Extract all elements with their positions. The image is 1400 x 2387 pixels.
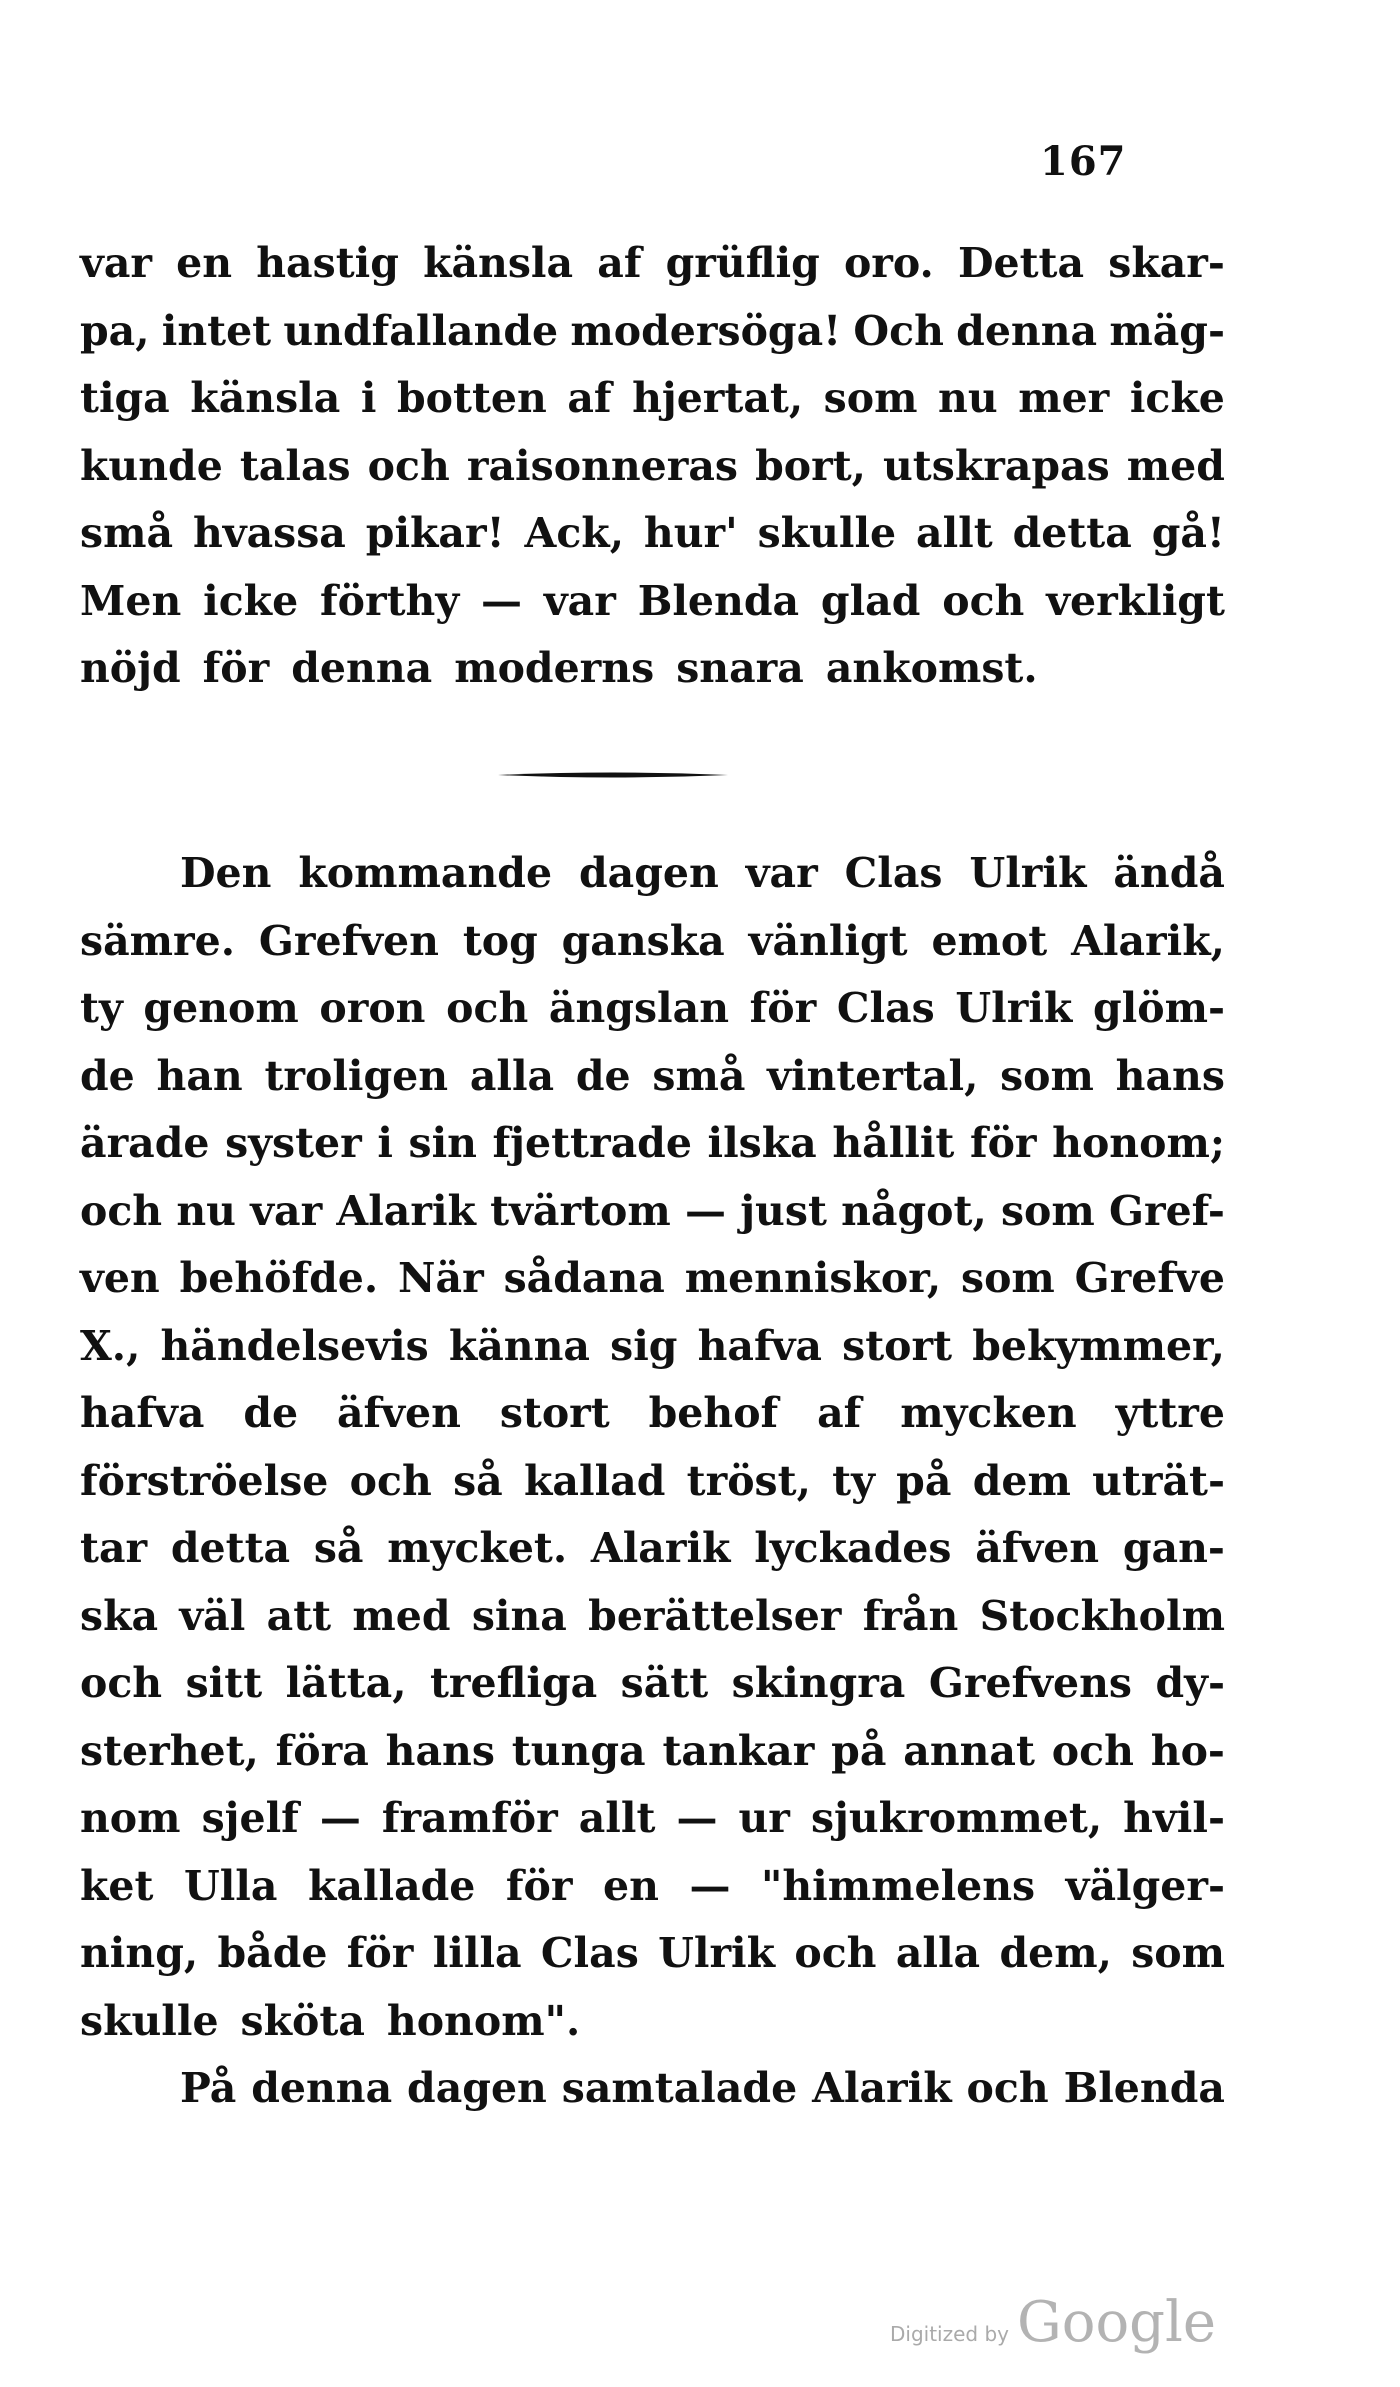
text-line: nom sjelf — framför allt — ur sjukrommet, hvil-	[80, 1794, 1225, 1842]
text-line: ket Ulla kallade för en — "himmelens välger-	[80, 1861, 1225, 1910]
google-logo: Google	[1017, 2290, 1217, 2355]
text-line: Men icke förthy — var Blenda glad och verkligt	[80, 576, 1225, 625]
text-line: ven behöfde. När sådana menniskor, som Grefve	[80, 1254, 1225, 1302]
digitized-watermark	[890, 2290, 1216, 2355]
section-divider	[498, 770, 728, 780]
text-line: ning, både för lilla Clas Ulrik och alla dem, som	[80, 1929, 1225, 1977]
text-line: sterhet, föra hans tunga tankar på annat och ho-	[80, 1726, 1225, 1775]
text-line: sämre. Grefven tog ganska vänligt emot Alarik,	[80, 916, 1225, 965]
text-line: tiga känsla i botten af hjertat, som nu mer icke	[80, 374, 1225, 422]
paragraph-2	[80, 840, 1225, 2123]
text-line: skulle sköta honom".	[80, 1996, 581, 2045]
text-line: och nu var Alarik tvärtom — just något, som Gref-	[80, 1186, 1225, 1235]
text-line: På denna dagen samtalade Alarik och Blenda	[180, 2064, 1225, 2112]
text-line: ty genom oron och ängslan för Clas Ulrik glöm-	[80, 984, 1225, 1032]
text-line: Den kommande dagen var Clas Ulrik ändå	[180, 849, 1225, 897]
text-line: ska väl att med sina berättelser från Stockholm	[80, 1591, 1225, 1640]
text-line: X., händelsevis känna sig hafva stort bekymmer,	[80, 1321, 1225, 1370]
text-line: och sitt lätta, trefliga sätt skingra Grefvens dy-	[80, 1659, 1225, 1707]
text-line: pa, intet undfallande modersöga! Och denna mäg-	[80, 306, 1225, 355]
text-line: förströelse och så kallad tröst, ty på dem uträt-	[80, 1456, 1225, 1505]
text-line: de han troligen alla de små vintertal, som hans	[80, 1051, 1225, 1100]
text-line: var en hastig känsla af grüflig oro. Detta skar-	[80, 239, 1225, 287]
page-number: 167	[1040, 138, 1127, 185]
text-line: ärade syster i sin fjettrade ilska hållit för honom;	[80, 1119, 1225, 1167]
text-line: tar detta så mycket. Alarik lyckades äfven gan-	[80, 1524, 1225, 1572]
paragraph-1	[80, 230, 1225, 703]
text-line: kunde talas och raisonneras bort, utskrapas med	[80, 441, 1225, 490]
watermark-prefix: Digitized by	[890, 2322, 1009, 2346]
text-line: små hvassa pikar! Ack, hur' skulle allt detta gå!	[80, 509, 1225, 557]
text-line: nöjd för denna moderns snara ankomst.	[80, 644, 1038, 692]
text-line: hafva de äfven stort behof af mycken yttre	[80, 1389, 1225, 1437]
